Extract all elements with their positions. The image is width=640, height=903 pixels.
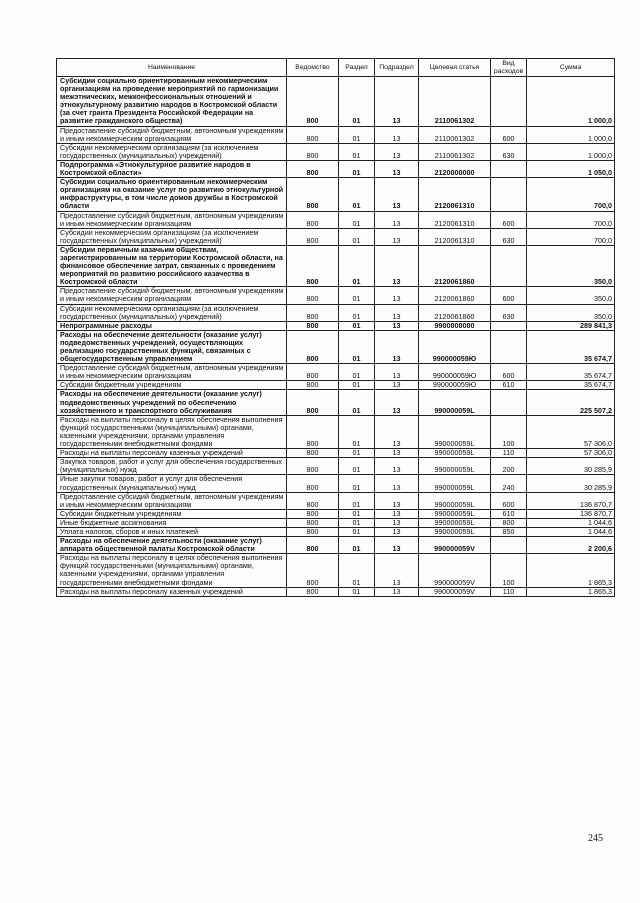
cell-expense-type: 600 bbox=[491, 492, 527, 509]
cell-name: Субсидии некоммерческим организациям (за исключением государственных (муниципальных) учреждений) bbox=[57, 228, 287, 245]
cell-razdel: 01 bbox=[339, 77, 375, 127]
cell-vedomstvo: 800 bbox=[287, 245, 339, 286]
cell-sum: 700,0 bbox=[527, 178, 615, 211]
cell-sum: 57 306,0 bbox=[527, 415, 615, 448]
cell-podrazdel: 13 bbox=[375, 509, 419, 518]
table-row bbox=[57, 415, 615, 448]
cell-name: Уплата налогов, сборов и иных платежей bbox=[57, 527, 287, 536]
cell-razdel: 01 bbox=[339, 364, 375, 381]
cell-podrazdel: 13 bbox=[375, 381, 419, 390]
cell-expense-type: 610 bbox=[491, 381, 527, 390]
cell-podrazdel: 13 bbox=[375, 245, 419, 286]
header-podrazdel: Подраздел bbox=[375, 59, 419, 77]
cell-vedomstvo: 800 bbox=[287, 364, 339, 381]
cell-name: Предоставление субсидий бюджетным, автономным учреждениям и иным некоммерческим организациям bbox=[57, 126, 287, 143]
cell-vedomstvo: 800 bbox=[287, 228, 339, 245]
cell-expense-type: 630 bbox=[491, 304, 527, 321]
header-razdel: Раздел bbox=[339, 59, 375, 77]
cell-name: Расходы на обеспечение деятельности (оказание услуг) подведомственных учреждений, осуществляющих реализацию государственных функций, связанных с общегосударственным управлением bbox=[57, 330, 287, 363]
cell-razdel: 01 bbox=[339, 304, 375, 321]
cell-podrazdel: 13 bbox=[375, 126, 419, 143]
header-name: Наименование bbox=[57, 59, 287, 77]
cell-name: Расходы на выплаты персоналу в целях обеспечения выполнения функций государственными (муниципальными) органами, казенными учреждениями, органами управления государственными внебюджетными фондами bbox=[57, 554, 287, 587]
header-row bbox=[57, 59, 615, 77]
cell-expense-type bbox=[491, 178, 527, 211]
table-row bbox=[57, 126, 615, 143]
cell-target-article: 2120061310 bbox=[419, 178, 491, 211]
table-row bbox=[57, 449, 615, 458]
cell-podrazdel: 13 bbox=[375, 587, 419, 596]
cell-target-article: 9900000000 bbox=[419, 321, 491, 330]
cell-podrazdel: 13 bbox=[375, 160, 419, 177]
table-row bbox=[57, 527, 615, 536]
cell-name: Субсидии некоммерческим организациям (за исключением государственных (муниципальных) учреждений) bbox=[57, 304, 287, 321]
cell-podrazdel: 13 bbox=[375, 492, 419, 509]
cell-vedomstvo: 800 bbox=[287, 492, 339, 509]
cell-name: Предоставление субсидий бюджетным, автономным учреждениям и иным некоммерческим организациям bbox=[57, 364, 287, 381]
table-row bbox=[57, 537, 615, 554]
cell-expense-type bbox=[491, 390, 527, 415]
cell-podrazdel: 13 bbox=[375, 527, 419, 536]
cell-podrazdel: 13 bbox=[375, 178, 419, 211]
cell-expense-type bbox=[491, 321, 527, 330]
table-row bbox=[57, 492, 615, 509]
cell-vedomstvo: 800 bbox=[287, 475, 339, 492]
table-row bbox=[57, 390, 615, 415]
cell-name: Иные закупки товаров, работ и услуг для обеспечения государственных (муниципальных) нужд bbox=[57, 475, 287, 492]
cell-sum: 2 200,6 bbox=[527, 537, 615, 554]
table-row bbox=[57, 330, 615, 363]
table-row bbox=[57, 321, 615, 330]
cell-name: Иные бюджетные ассигнования bbox=[57, 518, 287, 527]
cell-vedomstvo: 800 bbox=[287, 415, 339, 448]
cell-vedomstvo: 800 bbox=[287, 160, 339, 177]
cell-sum: 30 285,9 bbox=[527, 475, 615, 492]
cell-vedomstvo: 800 bbox=[287, 287, 339, 304]
table-row bbox=[57, 245, 615, 286]
cell-vedomstvo: 800 bbox=[287, 381, 339, 390]
cell-expense-type: 110 bbox=[491, 449, 527, 458]
cell-razdel: 01 bbox=[339, 143, 375, 160]
cell-name: Расходы на обеспечение деятельности (оказание услуг) подведомственных учреждений по обеспечению хозяйственного и транспортного обслуживания bbox=[57, 390, 287, 415]
cell-expense-type: 630 bbox=[491, 228, 527, 245]
header-target-article: Целевая статья bbox=[419, 59, 491, 77]
cell-podrazdel: 13 bbox=[375, 287, 419, 304]
cell-sum: 225 507,2 bbox=[527, 390, 615, 415]
cell-target-article: 990000059L bbox=[419, 390, 491, 415]
cell-razdel: 01 bbox=[339, 228, 375, 245]
cell-podrazdel: 13 bbox=[375, 449, 419, 458]
cell-expense-type bbox=[491, 245, 527, 286]
table-row bbox=[57, 509, 615, 518]
cell-podrazdel: 13 bbox=[375, 518, 419, 527]
cell-vedomstvo: 800 bbox=[287, 321, 339, 330]
table-row bbox=[57, 587, 615, 596]
cell-sum: 1 000,0 bbox=[527, 126, 615, 143]
table-row bbox=[57, 77, 615, 127]
cell-podrazdel: 13 bbox=[375, 364, 419, 381]
cell-razdel: 01 bbox=[339, 287, 375, 304]
cell-vedomstvo: 800 bbox=[287, 390, 339, 415]
cell-sum: 1 050,0 bbox=[527, 160, 615, 177]
cell-expense-type: 100 bbox=[491, 554, 527, 587]
cell-target-article: 990000059L bbox=[419, 492, 491, 509]
cell-vedomstvo: 800 bbox=[287, 178, 339, 211]
cell-expense-type: 200 bbox=[491, 458, 527, 475]
header-sum: Сумма bbox=[527, 59, 615, 77]
table-row bbox=[57, 304, 615, 321]
cell-target-article: 2110061302 bbox=[419, 143, 491, 160]
cell-razdel: 01 bbox=[339, 537, 375, 554]
table-row bbox=[57, 381, 615, 390]
cell-sum: 1 044,6 bbox=[527, 518, 615, 527]
cell-target-article: 2120061310 bbox=[419, 228, 491, 245]
cell-sum: 1 865,3 bbox=[527, 554, 615, 587]
table-row bbox=[57, 211, 615, 228]
cell-podrazdel: 13 bbox=[375, 475, 419, 492]
cell-expense-type bbox=[491, 160, 527, 177]
cell-vedomstvo: 800 bbox=[287, 143, 339, 160]
cell-sum: 1 865,3 bbox=[527, 587, 615, 596]
cell-expense-type: 600 bbox=[491, 126, 527, 143]
cell-vedomstvo: 800 bbox=[287, 509, 339, 518]
cell-sum: 350,0 bbox=[527, 245, 615, 286]
cell-name: Субсидии социально ориентированным некоммерческим организациям на проведение мероприятий по гармонизации межэтнических, межконфессиональных отношений и этнокультурному развитию народов в Костромской области (за счет гранта Президента Российской Федерации на развитие гражданского общества) bbox=[57, 77, 287, 127]
table-row bbox=[57, 364, 615, 381]
cell-podrazdel: 13 bbox=[375, 143, 419, 160]
cell-name: Расходы на выплаты персоналу казенных учреждений bbox=[57, 587, 287, 596]
cell-target-article: 990000059V bbox=[419, 554, 491, 587]
cell-razdel: 01 bbox=[339, 390, 375, 415]
cell-vedomstvo: 800 bbox=[287, 211, 339, 228]
table-row bbox=[57, 458, 615, 475]
cell-sum: 289 841,3 bbox=[527, 321, 615, 330]
cell-target-article: 2120061310 bbox=[419, 211, 491, 228]
cell-target-article: 2120061860 bbox=[419, 245, 491, 286]
cell-razdel: 01 bbox=[339, 415, 375, 448]
cell-podrazdel: 13 bbox=[375, 554, 419, 587]
cell-name: Закупка товаров, работ и услуг для обеспечения государственных (муниципальных) нужд bbox=[57, 458, 287, 475]
cell-name: Непрограммные расходы bbox=[57, 321, 287, 330]
cell-expense-type: 610 bbox=[491, 509, 527, 518]
cell-vedomstvo: 800 bbox=[287, 458, 339, 475]
cell-expense-type: 600 bbox=[491, 287, 527, 304]
table-row bbox=[57, 287, 615, 304]
table-row bbox=[57, 475, 615, 492]
cell-razdel: 01 bbox=[339, 330, 375, 363]
cell-podrazdel: 13 bbox=[375, 330, 419, 363]
cell-name: Предоставление субсидий бюджетным, автономным учреждениям и иным некоммерческим организациям bbox=[57, 287, 287, 304]
cell-target-article: 990000059Ю bbox=[419, 381, 491, 390]
cell-target-article: 990000059L bbox=[419, 415, 491, 448]
cell-name: Предоставление субсидий бюджетным, автономным учреждениям и иным некоммерческим организациям bbox=[57, 211, 287, 228]
cell-razdel: 01 bbox=[339, 126, 375, 143]
cell-expense-type: 630 bbox=[491, 143, 527, 160]
cell-name: Расходы на выплаты персоналу казенных учреждений bbox=[57, 449, 287, 458]
cell-sum: 700,0 bbox=[527, 228, 615, 245]
cell-vedomstvo: 800 bbox=[287, 537, 339, 554]
cell-sum: 1 044,6 bbox=[527, 527, 615, 536]
cell-sum: 350,0 bbox=[527, 287, 615, 304]
cell-expense-type: 240 bbox=[491, 475, 527, 492]
budget-table bbox=[56, 58, 615, 597]
table-row bbox=[57, 228, 615, 245]
page-number: 245 bbox=[588, 833, 603, 844]
cell-sum: 57 306,0 bbox=[527, 449, 615, 458]
cell-expense-type: 600 bbox=[491, 364, 527, 381]
cell-sum: 1 000,0 bbox=[527, 143, 615, 160]
cell-expense-type bbox=[491, 77, 527, 127]
cell-podrazdel: 13 bbox=[375, 458, 419, 475]
cell-razdel: 01 bbox=[339, 554, 375, 587]
cell-target-article: 990000059L bbox=[419, 527, 491, 536]
cell-vedomstvo: 800 bbox=[287, 587, 339, 596]
cell-razdel: 01 bbox=[339, 475, 375, 492]
cell-vedomstvo: 800 bbox=[287, 304, 339, 321]
cell-sum: 35 674,7 bbox=[527, 381, 615, 390]
cell-sum: 35 674,7 bbox=[527, 364, 615, 381]
cell-razdel: 01 bbox=[339, 492, 375, 509]
cell-expense-type: 100 bbox=[491, 415, 527, 448]
cell-target-article: 990000059L bbox=[419, 449, 491, 458]
cell-sum: 350,0 bbox=[527, 304, 615, 321]
cell-target-article: 2110061302 bbox=[419, 77, 491, 127]
cell-sum: 35 674,7 bbox=[527, 330, 615, 363]
cell-name: Субсидии социально ориентированным некоммерческим организациям на оказание услуг по развитию этнокультурной инфраструктуры, в том числе домов дружбы в Костромской области bbox=[57, 178, 287, 211]
cell-podrazdel: 13 bbox=[375, 390, 419, 415]
cell-vedomstvo: 800 bbox=[287, 449, 339, 458]
header-vedomstvo: Ведомство bbox=[287, 59, 339, 77]
cell-razdel: 01 bbox=[339, 160, 375, 177]
cell-vedomstvo: 800 bbox=[287, 554, 339, 587]
cell-target-article: 990000059Ю bbox=[419, 330, 491, 363]
cell-name: Расходы на выплаты персоналу в целях обеспечения выполнения функций государственными (муниципальными) органами, казенными учреждениями, органами управления государственными внебюджетными фондами bbox=[57, 415, 287, 448]
cell-vedomstvo: 800 bbox=[287, 77, 339, 127]
cell-target-article: 990000059L bbox=[419, 475, 491, 492]
cell-name: Расходы на обеспечение деятельности (оказание услуг) аппарата общественной палаты Костромской области bbox=[57, 537, 287, 554]
cell-name: Субсидии бюджетным учреждениям bbox=[57, 509, 287, 518]
cell-podrazdel: 13 bbox=[375, 415, 419, 448]
cell-razdel: 01 bbox=[339, 509, 375, 518]
cell-name: Субсидии первичным казачьим обществам, зарегистрированным на территории Костромской области, на финансовое обеспечение затрат, связанных с проведением мероприятий по развитию российского казачества в Костромской области bbox=[57, 245, 287, 286]
table-row bbox=[57, 554, 615, 587]
cell-target-article: 2120061860 bbox=[419, 304, 491, 321]
cell-razdel: 01 bbox=[339, 587, 375, 596]
cell-target-article: 990000059Ю bbox=[419, 364, 491, 381]
cell-expense-type bbox=[491, 537, 527, 554]
table-row bbox=[57, 160, 615, 177]
cell-vedomstvo: 800 bbox=[287, 527, 339, 536]
cell-expense-type: 110 bbox=[491, 587, 527, 596]
cell-name: Субсидии некоммерческим организациям (за исключением государственных (муниципальных) учреждений) bbox=[57, 143, 287, 160]
cell-podrazdel: 13 bbox=[375, 321, 419, 330]
cell-target-article: 2110061302 bbox=[419, 126, 491, 143]
cell-podrazdel: 13 bbox=[375, 211, 419, 228]
cell-name: Подпрограмма «Этнокультурное развитие народов в Костромской области» bbox=[57, 160, 287, 177]
cell-podrazdel: 13 bbox=[375, 77, 419, 127]
cell-razdel: 01 bbox=[339, 381, 375, 390]
cell-name: Предоставление субсидий бюджетным, автономным учреждениям и иным некоммерческим организациям bbox=[57, 492, 287, 509]
cell-razdel: 01 bbox=[339, 321, 375, 330]
cell-target-article: 990000059V bbox=[419, 587, 491, 596]
cell-expense-type: 850 bbox=[491, 527, 527, 536]
cell-target-article: 2120061860 bbox=[419, 287, 491, 304]
table-row bbox=[57, 143, 615, 160]
header-expense-type: Вид расходов bbox=[491, 59, 527, 77]
cell-expense-type: 600 bbox=[491, 211, 527, 228]
cell-target-article: 990000059L bbox=[419, 509, 491, 518]
cell-vedomstvo: 800 bbox=[287, 126, 339, 143]
cell-podrazdel: 13 bbox=[375, 537, 419, 554]
cell-expense-type: 800 bbox=[491, 518, 527, 527]
cell-target-article: 990000059V bbox=[419, 537, 491, 554]
cell-razdel: 01 bbox=[339, 527, 375, 536]
cell-razdel: 01 bbox=[339, 211, 375, 228]
cell-razdel: 01 bbox=[339, 245, 375, 286]
cell-razdel: 01 bbox=[339, 178, 375, 211]
cell-target-article: 990000059L bbox=[419, 518, 491, 527]
table-row bbox=[57, 518, 615, 527]
cell-podrazdel: 13 bbox=[375, 304, 419, 321]
cell-name: Субсидии бюджетным учреждениям bbox=[57, 381, 287, 390]
table-row bbox=[57, 178, 615, 211]
cell-vedomstvo: 800 bbox=[287, 330, 339, 363]
cell-razdel: 01 bbox=[339, 458, 375, 475]
cell-sum: 1 000,0 bbox=[527, 77, 615, 127]
cell-sum: 700,0 bbox=[527, 211, 615, 228]
cell-sum: 30 285,9 bbox=[527, 458, 615, 475]
cell-razdel: 01 bbox=[339, 449, 375, 458]
cell-target-article: 2120000000 bbox=[419, 160, 491, 177]
cell-razdel: 01 bbox=[339, 518, 375, 527]
cell-podrazdel: 13 bbox=[375, 228, 419, 245]
cell-sum: 136 870,7 bbox=[527, 509, 615, 518]
cell-target-article: 990000059L bbox=[419, 458, 491, 475]
cell-sum: 136 870,7 bbox=[527, 492, 615, 509]
cell-expense-type bbox=[491, 330, 527, 363]
cell-vedomstvo: 800 bbox=[287, 518, 339, 527]
